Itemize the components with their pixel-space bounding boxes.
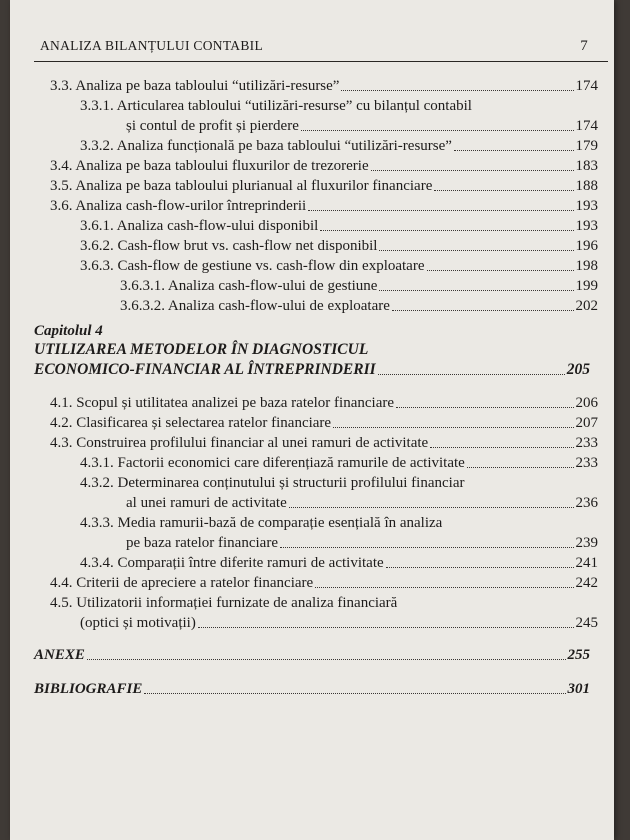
leader-dots <box>392 310 574 311</box>
toc-entry-3-6: 3.6. Analiza cash-flow-urilor întreprinderii 193 <box>50 198 598 214</box>
running-title: ANALIZA BILANȚULUI CONTABIL <box>40 38 263 53</box>
chapter-title-line1: UTILIZAREA METODELOR ÎN DIAGNOSTICUL <box>34 341 369 358</box>
toc-entry-4-3: 4.3. Construirea profilului financiar al unei ramuri de activitate 233 <box>50 435 598 451</box>
leader-dots <box>427 270 574 271</box>
toc-entry-3-6-3: 3.6.3. Cash-flow de gestiune vs. cash-flow din exploatare 198 <box>80 258 598 274</box>
toc-entry-4-3-2-line1: 4.3.2. Determinarea conținutului și structurii profilului financiar <box>80 475 465 491</box>
leader-dots <box>144 693 565 694</box>
chapter-title-line2: ECONOMICO-FINANCIAR AL ÎNTREPRINDERII 205 <box>34 361 590 378</box>
header-rule <box>34 61 608 62</box>
leader-dots <box>396 407 573 408</box>
page-number: 7 <box>580 38 588 54</box>
leader-dots <box>289 507 574 508</box>
leader-dots <box>198 627 574 628</box>
toc-entry-3-6-2: 3.6.2. Cash-flow brut vs. cash-flow net disponibil 196 <box>80 238 598 254</box>
toc-entry-3-3-1-line2: și contul de profit și pierdere 174 <box>126 118 598 134</box>
toc-entry-3-4: 3.4. Analiza pe baza tabloului fluxurilor de trezorerie 183 <box>50 158 598 174</box>
toc-entry-3-5: 3.5. Analiza pe baza tabloului plurianual al fluxurilor financiare 188 <box>50 178 598 194</box>
toc-entry-3-3-2: 3.3.2. Analiza funcțională pe baza tabloului “utilizări-resurse” 179 <box>80 138 598 154</box>
toc-entry-4-4: 4.4. Criterii de apreciere a ratelor financiare 242 <box>50 575 598 591</box>
leader-dots <box>301 130 574 131</box>
toc-entry-3-3-1-line1: 3.3.1. Articularea tabloului “utilizări-resurse” cu bilanțul contabil <box>80 98 472 114</box>
leader-dots <box>308 210 573 211</box>
toc-entry-4-2: 4.2. Clasificarea și selectarea ratelor financiare 207 <box>50 415 598 431</box>
toc-entry-4-3-4: 4.3.4. Comparații între diferite ramuri de activitate 241 <box>80 555 598 571</box>
chapter-label: Capitolul 4 <box>34 323 103 339</box>
toc-entry-4-5-line2: (optici și motivații) 245 <box>80 615 598 631</box>
toc-entry-4-3-2-line2: al unei ramuri de activitate 236 <box>126 495 598 511</box>
toc-entry-3-6-1: 3.6.1. Analiza cash-flow-ului disponibil 193 <box>80 218 598 234</box>
leader-dots <box>454 150 574 151</box>
leader-dots <box>379 250 573 251</box>
leader-dots <box>280 547 574 548</box>
leader-dots <box>378 374 565 375</box>
toc-entry-4-3-3-line2: pe baza ratelor financiare 239 <box>126 535 598 551</box>
leader-dots <box>87 659 566 660</box>
leader-dots <box>430 447 573 448</box>
leader-dots <box>386 567 574 568</box>
leader-dots <box>333 427 573 428</box>
toc-entry-4-1: 4.1. Scopul și utilitatea analizei pe baza ratelor financiare 206 <box>50 395 598 411</box>
leader-dots <box>371 170 574 171</box>
leader-dots <box>320 230 573 231</box>
running-header <box>40 38 588 55</box>
leader-dots <box>467 467 574 468</box>
toc-entry-3-6-3-2: 3.6.3.2. Analiza cash-flow-ului de exploatare 202 <box>120 298 598 314</box>
book-page <box>10 0 614 840</box>
toc-entry-3-6-3-1: 3.6.3.1. Analiza cash-flow-ului de gestiune 199 <box>120 278 598 294</box>
toc-entry-4-3-3-line1: 4.3.3. Media ramurii-bază de comparație esențială în analiza <box>80 515 443 531</box>
leader-dots <box>315 587 573 588</box>
leader-dots <box>434 190 573 191</box>
toc-entry-4-3-1: 4.3.1. Factorii economici care diferențiază ramurile de activitate 233 <box>80 455 598 471</box>
leader-dots <box>341 90 573 91</box>
toc-entry-anexe: ANEXE 255 <box>34 647 590 663</box>
leader-dots <box>379 290 573 291</box>
toc-entry-3-3: 3.3. Analiza pe baza tabloului “utilizări-resurse” 174 <box>50 78 598 94</box>
toc-entry-bibliografie: BIBLIOGRAFIE 301 <box>34 681 590 697</box>
toc-entry-4-5-line1: 4.5. Utilizatorii informației furnizate de analiza financiară <box>50 595 398 611</box>
